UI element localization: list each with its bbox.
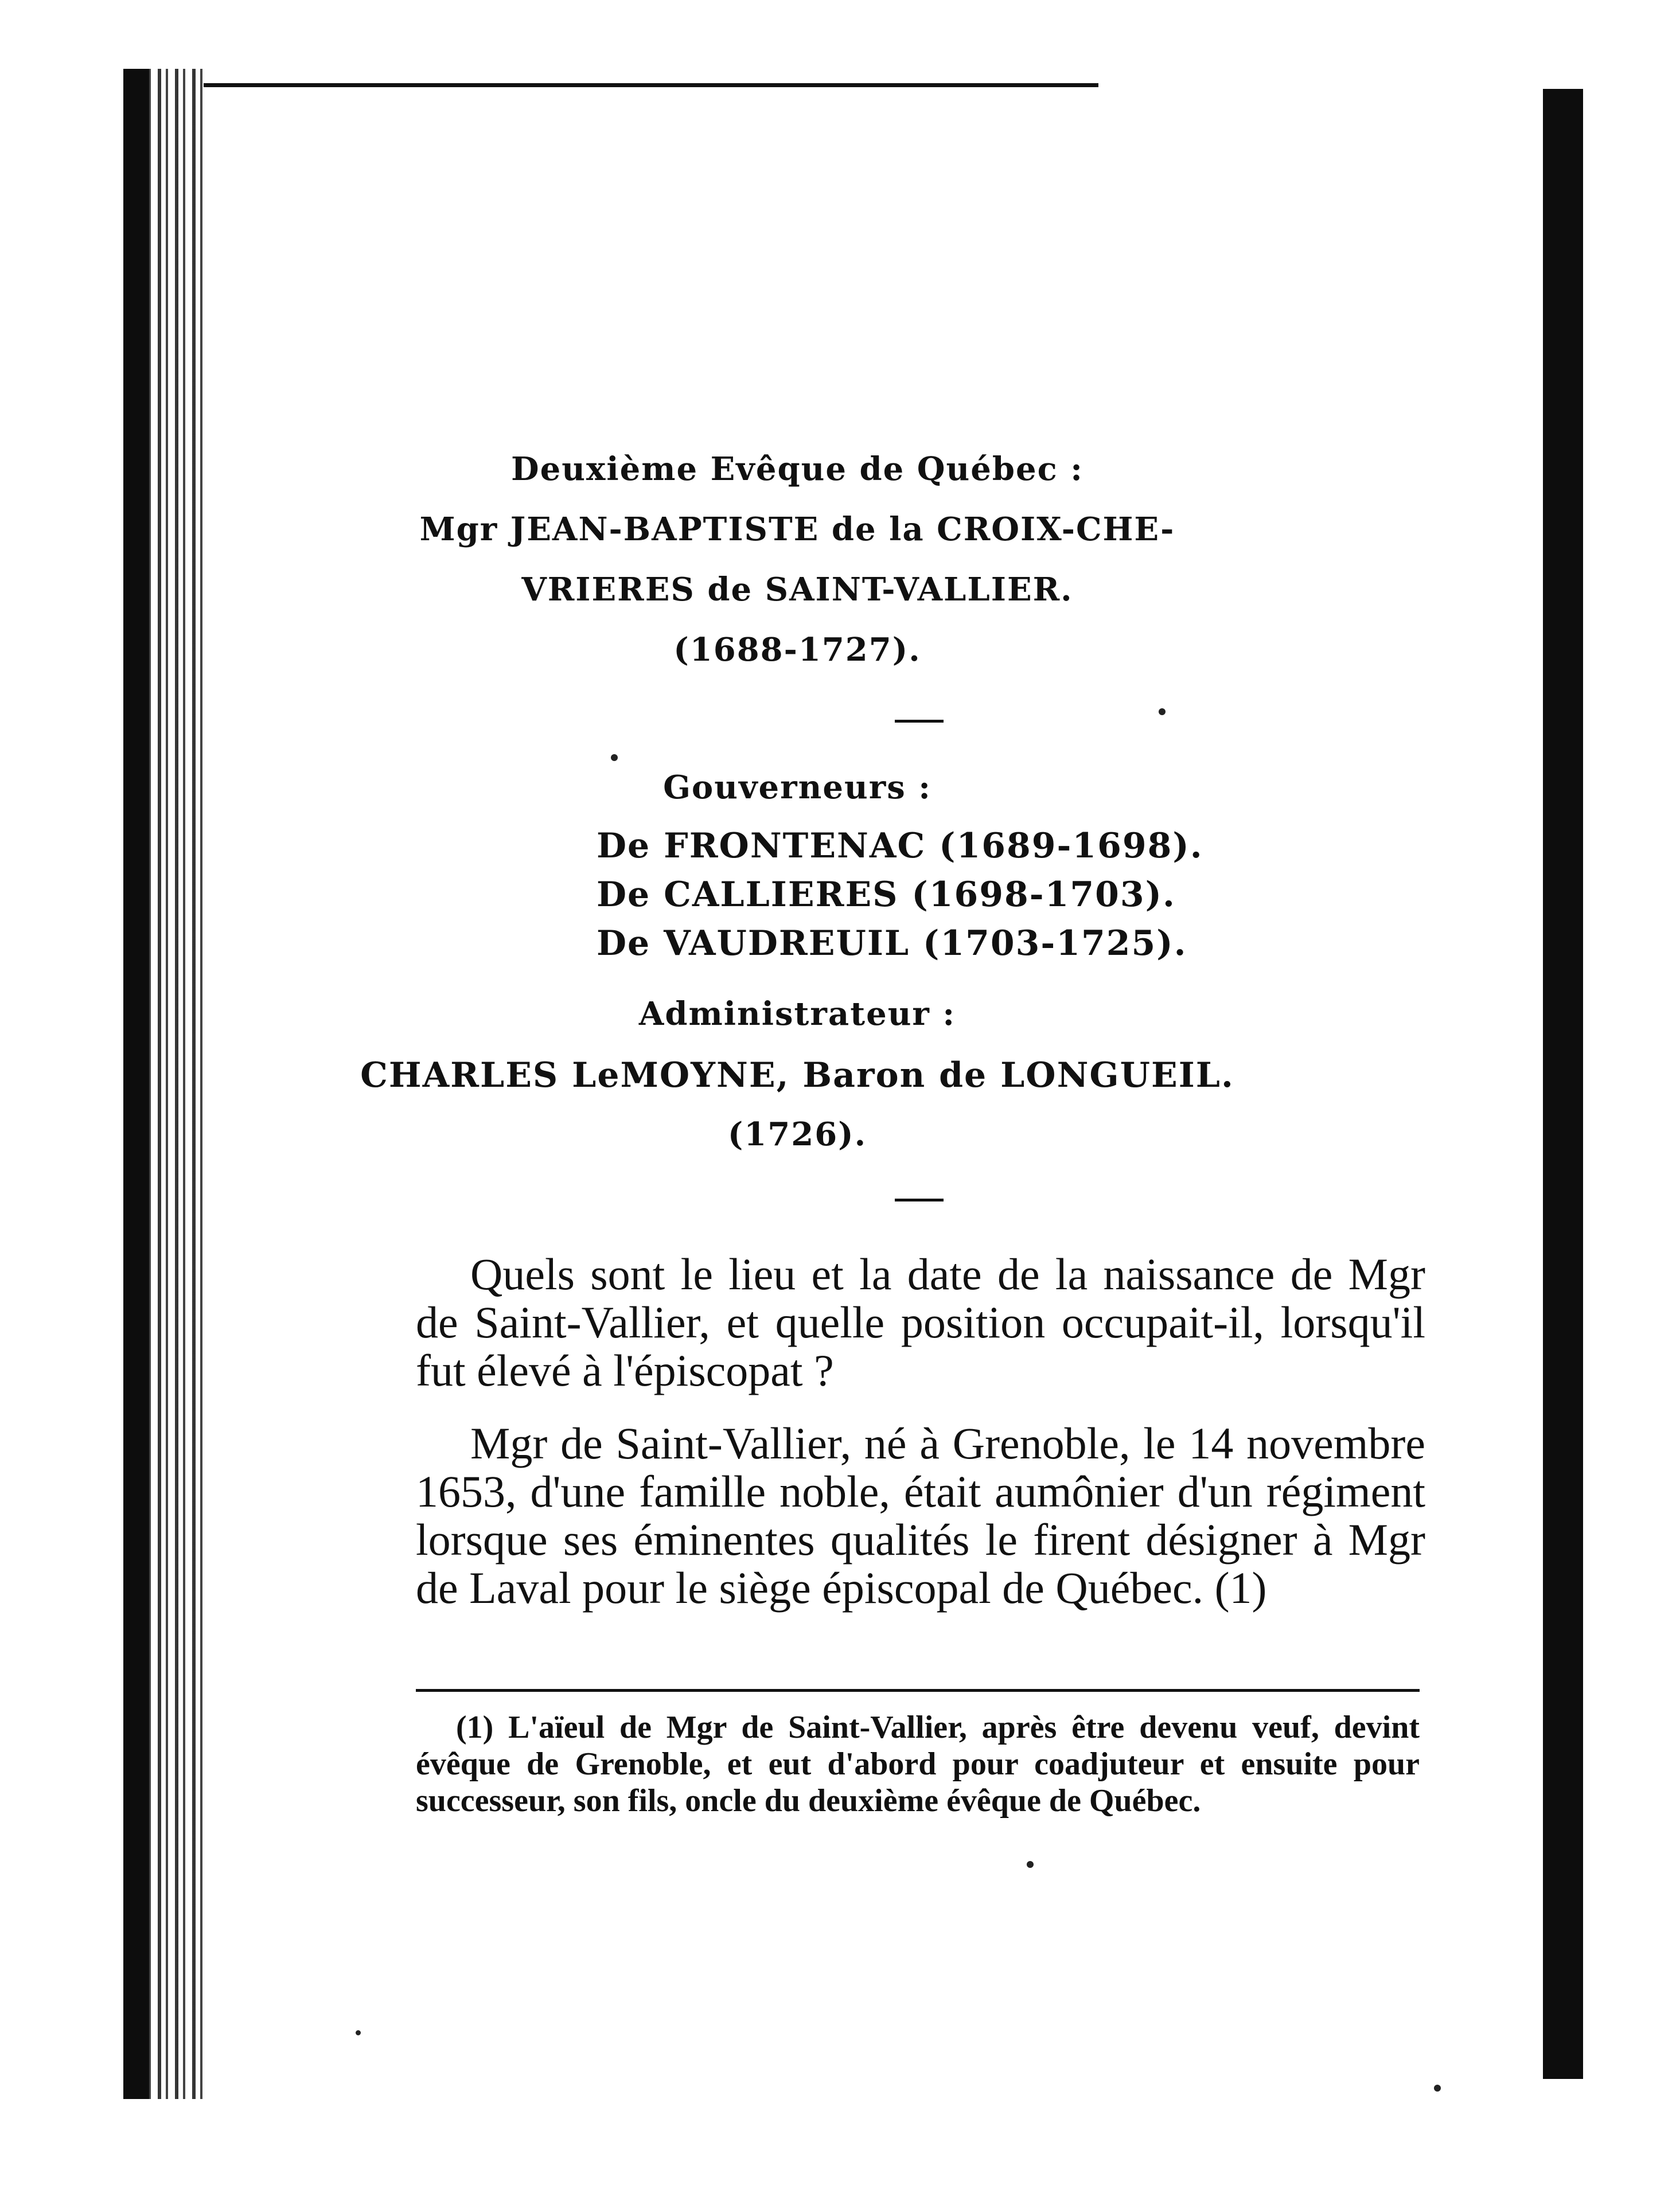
administrator-title: Administrateur :: [638, 995, 956, 1033]
top-rule: [204, 83, 1098, 87]
question-paragraph: [416, 1250, 1425, 1395]
bishop-years: (1688-1727).: [673, 631, 921, 669]
footnote-text: (1) L'aïeul de Mgr de Saint-Vallier, après être devenu veuf, devint évêque de Grenoble, et eut d'abord pour coadjuteur et ensuite pour successeur, son fils, oncle du deuxième évêque de Québec.: [416, 1710, 1420, 1819]
separator-dash: [895, 720, 944, 723]
answer-paragraph: [416, 1419, 1425, 1612]
answer-text: Mgr de Saint-Vallier, né à Grenoble, le 14 novembre 1653, d'une famille noble, était aumônier d'un régiment lorsque ses éminentes qualités le firent désigner à Mgr de Laval pour le siège épiscopal de Québec. (1): [416, 1418, 1425, 1613]
governor-item: De VAUDREUIL (1703-1725).: [597, 923, 1187, 963]
bishop-name-line1: Mgr JEAN-BAPTISTE de la CROIX-CHE-: [419, 510, 1175, 548]
administrator-name: CHARLES LeMOYNE, Baron de LONGUEIL.: [360, 1055, 1234, 1095]
scan-speck: [1434, 2085, 1441, 2092]
bishop-name-line2: VRIERES de SAINT-VALLIER.: [521, 571, 1073, 608]
scan-speck: [356, 2030, 361, 2035]
scan-speck: [1159, 708, 1166, 715]
scan-speck: [1027, 1861, 1034, 1868]
administrator-years: (1726).: [727, 1115, 867, 1153]
footnote-rule: [416, 1689, 1420, 1692]
governors-title: Gouverneurs :: [663, 768, 931, 806]
scan-speck: [611, 754, 618, 761]
separator-dash: [895, 1199, 944, 1201]
governor-item: De FRONTENAC (1689-1698).: [597, 826, 1203, 866]
governor-item: De CALLIERES (1698-1703).: [597, 875, 1176, 915]
bishop-title: Deuxième Evêque de Québec :: [511, 450, 1083, 488]
question-text: Quels sont le lieu et la date de la naissance de Mgr de Saint-Vallier, et quelle position occupait-il, lorsqu'il fut élevé à l'épiscopat ?: [416, 1249, 1425, 1395]
footnote: [416, 1709, 1420, 1819]
